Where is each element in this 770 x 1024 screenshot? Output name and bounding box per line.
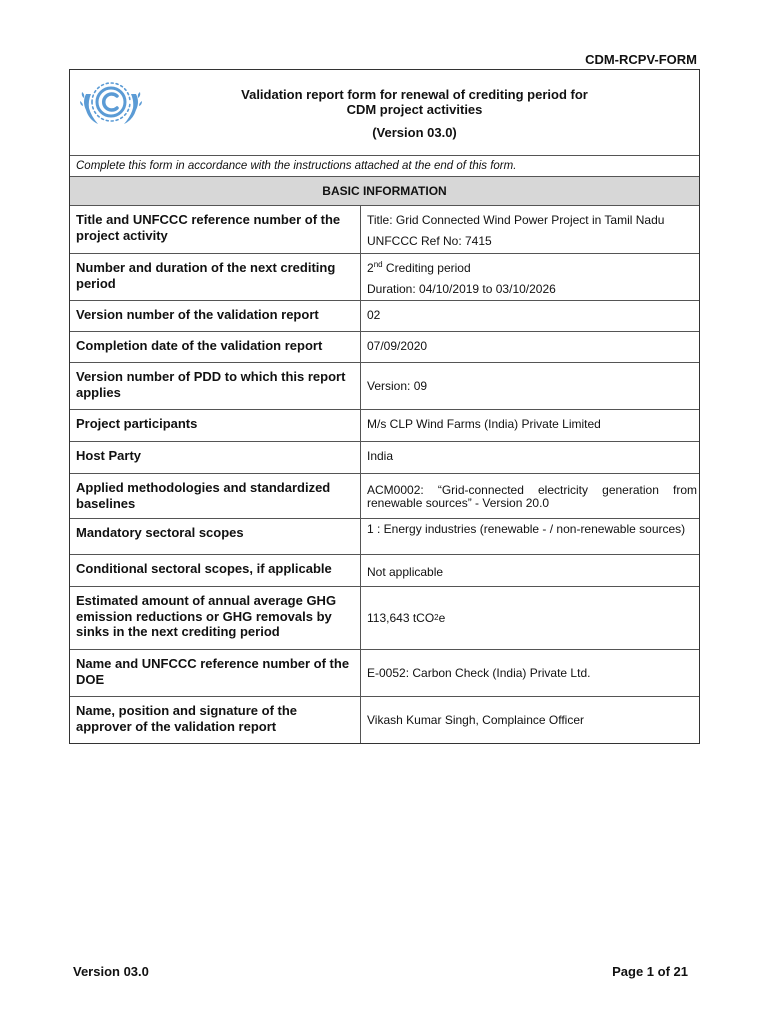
unfccc-ref: UNFCCC Ref No: 7415 [367,234,492,248]
row-pdd-version [70,363,699,410]
row-methodologies [70,474,699,519]
row-mandatory-scopes [70,519,699,555]
row-label: Host Party [70,442,361,473]
row-label: Title and UNFCCC reference number of the project activity [70,206,361,253]
row-report-version [70,301,699,332]
row-value: 1 : Energy industries (renewable - / non-renewable sources) [367,522,686,536]
validation-form [69,69,700,744]
row-project-participants [70,410,699,442]
row-value: E-0052: Carbon Check (India) Private Ltd. [367,665,591,680]
row-label: Mandatory sectoral scopes [70,519,361,554]
row-value: 02 [367,308,381,322]
row-value: 07/09/2020 [367,339,428,353]
row-label: Estimated amount of annual average GHG emission reductions or GHG removals by sinks in the next crediting period [70,587,361,649]
section-heading: BASIC INFORMATION [70,177,699,206]
row-value [361,206,699,253]
row-value: Version: 09 [367,378,428,393]
form-header [70,70,699,156]
row-label: Name and UNFCCC reference number of the DOE [70,650,361,696]
row-approver [70,697,699,743]
row-value: 113,643 tCO 2 e [367,610,446,625]
title-line-2: CDM project activities [346,102,483,117]
row-label: Project participants [70,410,361,441]
footer-version: Version 03.0 [73,964,149,979]
title-line-1: Validation report form for renewal of crediting period for [241,87,588,102]
row-label: Version number of PDD to which this report applies [70,363,361,409]
row-completion-date [70,332,699,363]
row-title-reference [70,206,699,254]
row-doe [70,650,699,697]
row-label: Name, position and signature of the approver of the validation report [70,697,361,743]
row-label: Conditional sectoral scopes, if applicable [70,555,361,586]
row-label: Number and duration of the next crediting period [70,254,361,300]
row-label: Applied methodologies and standardized baselines [70,474,361,518]
row-conditional-scopes [70,555,699,587]
row-emission-reductions [70,587,699,650]
footer-page-number: Page 1 of 21 [612,964,688,979]
row-label: Version number of the validation report [70,301,361,331]
crediting-duration: Duration: 04/10/2019 to 03/10/2026 [367,282,556,296]
form-code: CDM-RCPV-FORM [585,52,697,67]
form-title [150,87,679,140]
project-title: Title: Grid Connected Wind Power Project in Tamil Nadu [367,213,665,227]
title-version: (Version 03.0) [372,125,457,140]
row-value: Not applicable [367,565,444,579]
crediting-period-number: 2nd Crediting period [367,260,471,275]
row-crediting-period [70,254,699,301]
row-label: Completion date of the validation report [70,332,361,362]
unfccc-logo-icon [80,76,142,128]
row-value [361,254,699,300]
form-instructions: Complete this form in accordance with the instructions attached at the end of this form. [70,156,699,177]
row-value: India [367,449,394,463]
row-value: ACM0002: “Grid-connected electricity generation from renewable sources” - Version 20.0 [367,483,697,510]
row-value: M/s CLP Wind Farms (India) Private Limited [367,417,601,431]
row-host-party [70,442,699,474]
row-value: Vikash Kumar Singh, Complaince Officer [367,712,584,727]
